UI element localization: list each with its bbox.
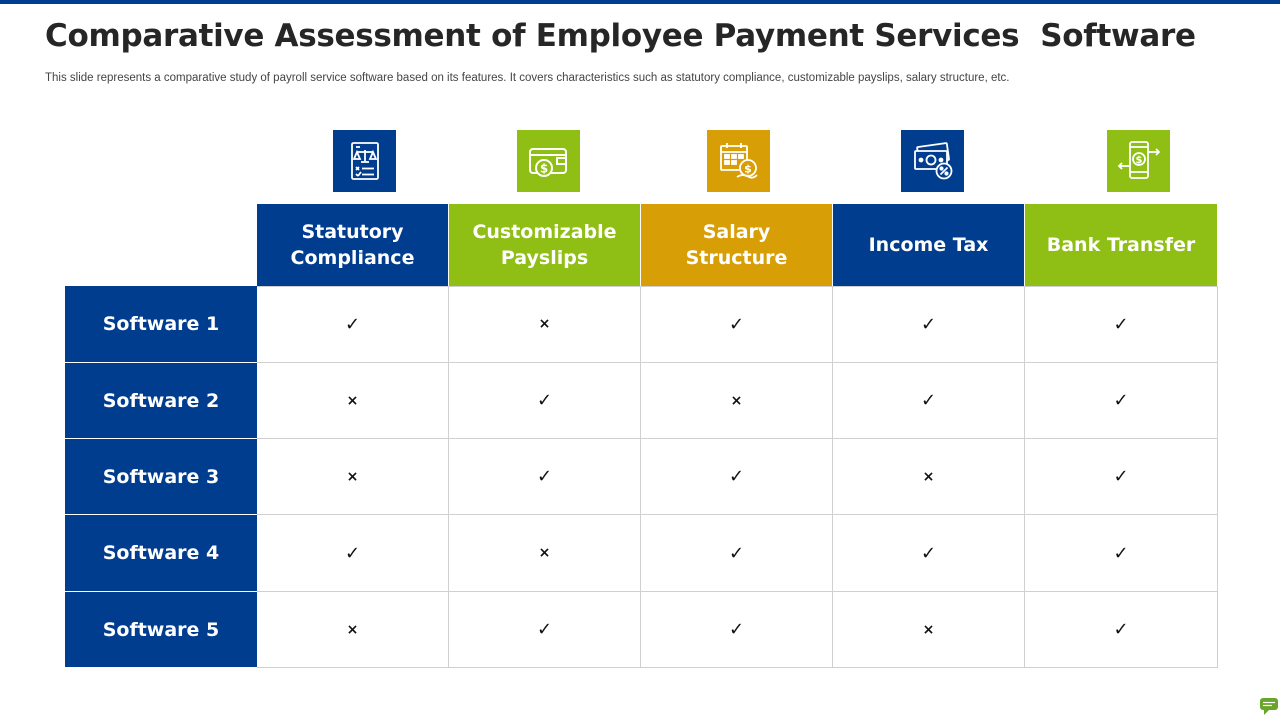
cell-mark: ✓	[1113, 619, 1129, 640]
table-cell	[1025, 515, 1218, 592]
table-cell	[257, 363, 449, 439]
column-header-bank-transfer	[1025, 204, 1217, 286]
table-cell	[257, 515, 449, 592]
cell-mark: ✓	[1113, 313, 1129, 335]
table-cell	[257, 286, 449, 363]
cell-mark: ×	[922, 621, 935, 638]
row-label-software-1: Software 1	[65, 286, 257, 363]
table-cell	[641, 515, 833, 592]
cash-percent-icon	[901, 130, 964, 192]
wallet-dollar-icon	[517, 130, 580, 192]
cell-mark: ✓	[536, 466, 553, 487]
cell-mark: ✓	[920, 313, 937, 335]
row-label-software-3: Software 3	[65, 439, 257, 515]
table-cell	[641, 592, 833, 668]
cell-mark: ✓	[1113, 390, 1129, 411]
table-cell	[641, 363, 833, 439]
column-header-statutory-compliance	[257, 204, 449, 286]
row-label-software-4: Software 4	[65, 515, 257, 592]
cell-mark: ×	[922, 468, 935, 485]
svg-text:$: $	[743, 162, 752, 176]
cell-mark: ×	[538, 316, 551, 332]
cell-mark: ✓	[728, 542, 745, 564]
cell-mark: ✓	[344, 313, 361, 335]
table-cell	[449, 286, 641, 363]
table-cell	[833, 515, 1025, 592]
page-title: Comparative Assessment of Employee Payment Services Software	[45, 18, 1196, 54]
column-header-customizable-payslips	[449, 204, 641, 286]
row-label-software-2: Software 2	[65, 363, 257, 439]
table-cell	[641, 286, 833, 363]
cell-mark: ✓	[344, 542, 361, 564]
table-cell	[449, 515, 641, 592]
grid-top-line	[257, 286, 1218, 287]
column-header-label: Income Tax	[868, 234, 989, 256]
cell-mark: ✓	[728, 619, 745, 640]
calendar-dollar-icon	[707, 130, 770, 192]
cell-mark: ×	[346, 621, 359, 638]
cell-mark: ✓	[1113, 466, 1129, 487]
mobile-transfer-icon	[1107, 130, 1170, 192]
top-accent-bar	[0, 0, 1280, 4]
table-cell	[1025, 592, 1218, 668]
table-cell	[1025, 439, 1218, 515]
table-cell	[833, 286, 1025, 363]
table-cell	[257, 592, 449, 668]
cell-mark: ✓	[728, 466, 745, 487]
table-cell	[833, 592, 1025, 668]
cell-mark: ×	[346, 392, 359, 409]
table-cell	[833, 439, 1025, 515]
cell-mark: ✓	[920, 390, 937, 411]
cell-mark: ✓	[1113, 542, 1129, 564]
table-cell	[641, 439, 833, 515]
column-header-income-tax	[833, 204, 1025, 286]
cell-mark: ✓	[536, 390, 553, 411]
cell-mark: ×	[346, 468, 359, 485]
column-header-label: Statutory Compliance	[290, 221, 415, 269]
chat-bubble-icon	[1259, 697, 1279, 717]
svg-text:$: $	[1135, 155, 1142, 166]
cell-mark: ✓	[920, 542, 937, 564]
cell-mark: ✓	[536, 619, 553, 640]
legal-scale-document-icon	[333, 130, 396, 192]
cell-mark: ✓	[728, 313, 745, 335]
table-cell	[257, 439, 449, 515]
column-header-salary-structure	[641, 204, 833, 286]
cell-mark: ×	[730, 392, 743, 409]
column-header-label: Salary Structure	[685, 221, 788, 269]
column-header-label: Bank Transfer	[1046, 234, 1196, 256]
cell-mark: ×	[538, 545, 551, 561]
table-cell	[449, 592, 641, 668]
table-cell	[449, 363, 641, 439]
row-label-software-5: Software 5	[65, 592, 257, 668]
table-cell	[449, 439, 641, 515]
table-cell	[1025, 286, 1218, 363]
table-cell	[1025, 363, 1218, 439]
table-cell	[833, 363, 1025, 439]
svg-text:$: $	[539, 161, 548, 176]
column-header-label: Customizable Payslips	[472, 221, 617, 269]
page-subtitle: This slide represents a comparative study of payroll service software based on its features. It covers characteristics such as statutory compliance, customizable payslips, salary structure, etc.	[45, 72, 1010, 84]
